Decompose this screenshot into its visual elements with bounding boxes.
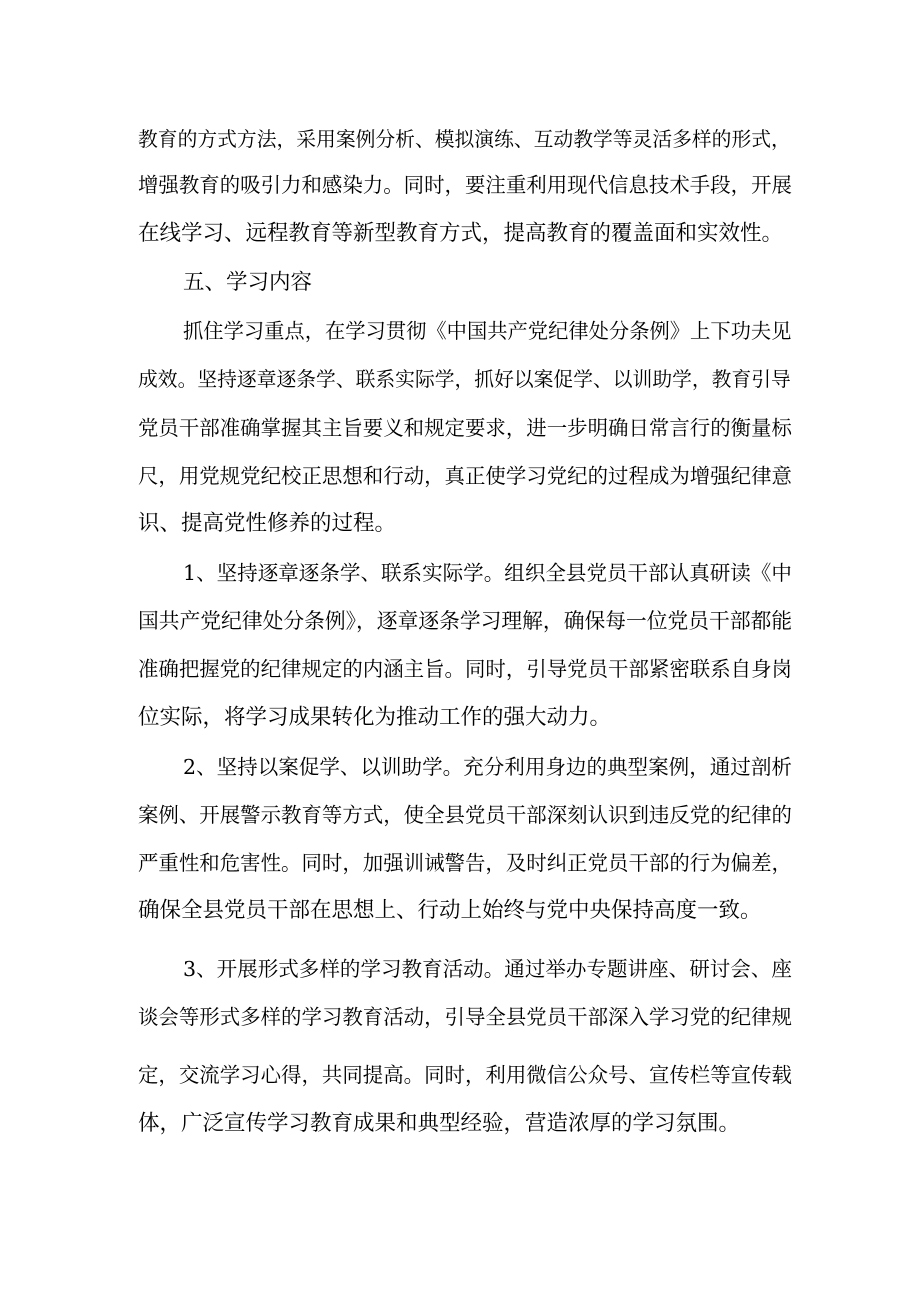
text-line: 严重性和危害性。同时，加强训诫警告，及时纠正党员干部的行为偏差，: [138, 851, 792, 875]
text-line: 定，交流学习心得，共同提高。同时，利用微信公众号、宣传栏等宣传载: [138, 1063, 792, 1087]
text-line: 体，广泛宣传学习教育成果和典型经验，营造浓厚的学习氛围。: [138, 1111, 741, 1136]
text-line: 国共产党纪律处分条例》，逐章逐条学习理解，确保每一位党员干部都能: [138, 609, 793, 633]
text-line: 案例、开展警示教育等方式，使全县党员干部深刻认识到违反党的纪律的: [138, 803, 792, 827]
text-line: 教育的方式方法，采用案例分析、模拟演练、互动教学等灵活多样的形式，: [138, 128, 791, 151]
text-line: 在线学习、远程教育等新型教育方式，提高教育的覆盖面和实效性。: [138, 221, 784, 246]
text-line: 1、坚持逐章逐条学、联系实际学。组织全县党员干部认真研读《中: [183, 561, 792, 585]
text-line: 准确把握党的纪律规定的内涵主旨。同时，引导党员干部紧密联系自身岗: [138, 657, 792, 681]
text-line: 谈会等形式多样的学习教育活动，引导全县党员干部深入学习党的纪律规: [138, 1005, 792, 1029]
text-line: 增强教育的吸引力和感染力。同时，要注重利用现代信息技术手段，开展: [138, 173, 792, 197]
text-line: 成效。坚持逐章逐条学、联系实际学，抓好以案促学、以训助学，教育引导: [138, 368, 791, 391]
text-line: 党员干部准确掌握其主旨要义和规定要求，进一步明确日常言行的衡量标: [138, 416, 792, 440]
text-line: 2、坚持以案促学、以训助学。充分利用身边的典型案例，通过剖析: [183, 755, 792, 779]
text-line: 确保全县党员干部在思想上、行动上始终与党中央保持高度一致。: [138, 898, 762, 923]
text-line: 位实际，将学习成果转化为推动工作的强大动力。: [138, 705, 612, 730]
text-line: 尺，用党规党纪校正思想和行动，真正使学习党纪的过程成为增强纪律意: [138, 464, 792, 488]
text-line: 抓住学习重点，在学习贯彻《中国共产党纪律处分条例》上下功夫见: [183, 319, 792, 343]
text-line: 识、提高党性修养的过程。: [138, 511, 397, 536]
text-line: 3、开展形式多样的学习教育活动。通过举办专题讲座、研讨会、座: [183, 957, 792, 981]
section-heading: 五、学习内容: [183, 270, 313, 295]
